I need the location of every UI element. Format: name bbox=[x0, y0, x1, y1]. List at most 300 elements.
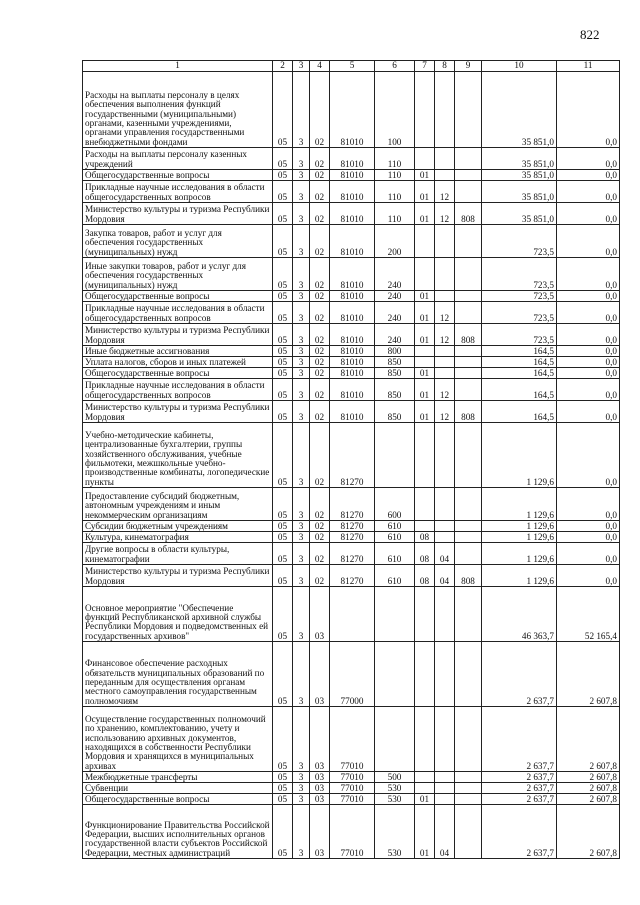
table-row bbox=[83, 521, 620, 532]
row-cell-col3: 3 bbox=[293, 302, 310, 324]
row-cell-col6: 850 bbox=[375, 368, 415, 379]
row-cell-col5: 81010 bbox=[330, 170, 375, 181]
table-row bbox=[83, 488, 620, 521]
row-cell-col11: 0,0 bbox=[557, 291, 620, 302]
row-cell-col3: 3 bbox=[293, 72, 310, 148]
row-cell-col5: 77010 bbox=[330, 805, 375, 859]
row-cell-col3: 3 bbox=[293, 357, 310, 368]
row-cell-col3: 3 bbox=[293, 794, 310, 805]
row-cell-col6: 240 bbox=[375, 324, 415, 346]
row-cell-col5: 81010 bbox=[330, 368, 375, 379]
row-cell-col11: 52 165,4 bbox=[557, 587, 620, 642]
row-cell-col8 bbox=[435, 772, 455, 783]
row-cell-col2: 05 bbox=[273, 357, 293, 368]
row-cell-col8 bbox=[435, 642, 455, 707]
table-row bbox=[83, 346, 620, 357]
row-cell-col4: 02 bbox=[310, 72, 330, 148]
row-cell-col3: 3 bbox=[293, 805, 310, 859]
row-cell-col7 bbox=[415, 772, 435, 783]
row-cell-col6: 200 bbox=[375, 225, 415, 258]
table-row bbox=[83, 324, 620, 346]
row-cell-col6: 800 bbox=[375, 346, 415, 357]
row-cell-col3: 3 bbox=[293, 225, 310, 258]
row-cell-col9 bbox=[455, 543, 482, 565]
column-header-7: 7 bbox=[415, 61, 435, 72]
page-number: 822 bbox=[580, 27, 600, 42]
row-cell-col10: 2 637,7 bbox=[482, 805, 557, 859]
table-row bbox=[83, 532, 620, 543]
row-cell-col2: 05 bbox=[273, 170, 293, 181]
row-name-cell: Общегосударственные вопросы bbox=[83, 170, 273, 181]
row-name-cell: Общегосударственные вопросы bbox=[83, 794, 273, 805]
row-cell-col4: 02 bbox=[310, 346, 330, 357]
row-cell-col11: 2 607,8 bbox=[557, 772, 620, 783]
row-cell-col11: 0,0 bbox=[557, 532, 620, 543]
row-name-cell: Другие вопросы в области культуры, кинематографии bbox=[83, 543, 273, 565]
row-cell-col7: 01 bbox=[415, 368, 435, 379]
row-cell-col10: 35 851,0 bbox=[482, 181, 557, 203]
header-row bbox=[83, 61, 620, 72]
row-cell-col3: 3 bbox=[293, 587, 310, 642]
row-cell-col6: 600 bbox=[375, 488, 415, 521]
row-cell-col11: 0,0 bbox=[557, 357, 620, 368]
row-cell-col6: 100 bbox=[375, 72, 415, 148]
row-cell-col9 bbox=[455, 423, 482, 488]
row-cell-col7: 01 bbox=[415, 181, 435, 203]
row-name-cell: Общегосударственные вопросы bbox=[83, 368, 273, 379]
row-cell-col9 bbox=[455, 488, 482, 521]
row-cell-col5: 81010 bbox=[330, 346, 375, 357]
row-cell-col5: 81010 bbox=[330, 379, 375, 401]
row-cell-col5: 81010 bbox=[330, 401, 375, 423]
row-cell-col3: 3 bbox=[293, 488, 310, 521]
row-cell-col4: 02 bbox=[310, 521, 330, 532]
row-name-cell: Предоставление субсидий бюджетным, автономным учреждениям и иным некоммерческим организациям bbox=[83, 488, 273, 521]
row-name-cell: Прикладные научные исследования в области общегосударственных вопросов bbox=[83, 379, 273, 401]
row-cell-col5: 81010 bbox=[330, 203, 375, 225]
row-cell-col4: 03 bbox=[310, 805, 330, 859]
row-cell-col6: 240 bbox=[375, 291, 415, 302]
row-cell-col10: 1 129,6 bbox=[482, 565, 557, 587]
row-cell-col3: 3 bbox=[293, 203, 310, 225]
row-cell-col7 bbox=[415, 346, 435, 357]
row-cell-col10: 164,5 bbox=[482, 346, 557, 357]
row-cell-col8 bbox=[435, 357, 455, 368]
row-cell-col5: 77010 bbox=[330, 794, 375, 805]
table-row bbox=[83, 805, 620, 859]
row-cell-col10: 2 637,7 bbox=[482, 642, 557, 707]
table-row bbox=[83, 170, 620, 181]
row-cell-col10: 1 129,6 bbox=[482, 532, 557, 543]
row-name-cell: Министерство культуры и туризма Республики Мордовия bbox=[83, 401, 273, 423]
table-row bbox=[83, 543, 620, 565]
row-cell-col6: 610 bbox=[375, 543, 415, 565]
row-cell-col4: 03 bbox=[310, 642, 330, 707]
row-cell-col5: 81010 bbox=[330, 181, 375, 203]
row-cell-col2: 05 bbox=[273, 401, 293, 423]
row-cell-col10: 2 637,7 bbox=[482, 707, 557, 772]
row-name-cell: Иные бюджетные ассигнования bbox=[83, 346, 273, 357]
row-cell-col4: 02 bbox=[310, 357, 330, 368]
row-name-cell: Учебно-методические кабинеты, централизованные бухгалтерии, группы хозяйственного обслуживания, учебные фильмотеки, межшкольные учебно-производственные комбинаты, логопедические пункты bbox=[83, 423, 273, 488]
row-cell-col3: 3 bbox=[293, 291, 310, 302]
row-cell-col11: 0,0 bbox=[557, 488, 620, 521]
row-cell-col11: 0,0 bbox=[557, 346, 620, 357]
row-cell-col7 bbox=[415, 148, 435, 170]
row-cell-col5: 81270 bbox=[330, 488, 375, 521]
row-cell-col9 bbox=[455, 181, 482, 203]
row-cell-col9 bbox=[455, 72, 482, 148]
row-cell-col7 bbox=[415, 357, 435, 368]
row-cell-col4: 03 bbox=[310, 794, 330, 805]
row-cell-col7: 08 bbox=[415, 532, 435, 543]
row-cell-col2: 05 bbox=[273, 772, 293, 783]
row-cell-col9: 808 bbox=[455, 203, 482, 225]
row-cell-col10: 46 363,7 bbox=[482, 587, 557, 642]
row-cell-col11: 0,0 bbox=[557, 203, 620, 225]
row-cell-col8: 04 bbox=[435, 565, 455, 587]
row-cell-col6: 110 bbox=[375, 181, 415, 203]
row-cell-col2: 05 bbox=[273, 324, 293, 346]
row-cell-col7 bbox=[415, 783, 435, 794]
row-cell-col3: 3 bbox=[293, 521, 310, 532]
row-cell-col8: 12 bbox=[435, 379, 455, 401]
row-cell-col9: 808 bbox=[455, 324, 482, 346]
row-cell-col4: 02 bbox=[310, 532, 330, 543]
row-cell-col10: 2 637,7 bbox=[482, 772, 557, 783]
row-cell-col8: 12 bbox=[435, 401, 455, 423]
row-cell-col4: 02 bbox=[310, 291, 330, 302]
table-row bbox=[83, 772, 620, 783]
row-cell-col10: 164,5 bbox=[482, 357, 557, 368]
row-cell-col2: 05 bbox=[273, 379, 293, 401]
row-cell-col4: 03 bbox=[310, 587, 330, 642]
row-cell-col9 bbox=[455, 805, 482, 859]
row-name-cell: Министерство культуры и туризма Республики Мордовия bbox=[83, 203, 273, 225]
column-header-5: 5 bbox=[330, 61, 375, 72]
row-cell-col6: 850 bbox=[375, 379, 415, 401]
row-cell-col8 bbox=[435, 783, 455, 794]
row-cell-col9 bbox=[455, 794, 482, 805]
row-cell-col7 bbox=[415, 72, 435, 148]
row-cell-col4: 02 bbox=[310, 368, 330, 379]
row-cell-col4: 02 bbox=[310, 423, 330, 488]
row-cell-col3: 3 bbox=[293, 181, 310, 203]
row-name-cell: Основное мероприятие "Обеспечение функций Республиканской архивной службы Республики Мордовия и подведомственных ей государственных архивов" bbox=[83, 587, 273, 642]
row-cell-col8: 12 bbox=[435, 203, 455, 225]
row-cell-col8: 12 bbox=[435, 181, 455, 203]
row-cell-col2: 05 bbox=[273, 543, 293, 565]
row-cell-col9 bbox=[455, 148, 482, 170]
row-cell-col7: 01 bbox=[415, 805, 435, 859]
row-cell-col11: 0,0 bbox=[557, 543, 620, 565]
row-cell-col7 bbox=[415, 642, 435, 707]
row-name-cell: Иные закупки товаров, работ и услуг для обеспечения государственных (муниципальных) нужд bbox=[83, 258, 273, 291]
row-cell-col8 bbox=[435, 532, 455, 543]
row-cell-col4: 02 bbox=[310, 401, 330, 423]
table-row bbox=[83, 302, 620, 324]
row-cell-col8 bbox=[435, 225, 455, 258]
row-cell-col8: 12 bbox=[435, 302, 455, 324]
table-row bbox=[83, 794, 620, 805]
column-header-6: 6 bbox=[375, 61, 415, 72]
row-cell-col5: 81010 bbox=[330, 302, 375, 324]
row-cell-col2: 05 bbox=[273, 148, 293, 170]
table-row bbox=[83, 783, 620, 794]
row-cell-col6: 110 bbox=[375, 170, 415, 181]
row-cell-col5: 81010 bbox=[330, 324, 375, 346]
table-row bbox=[83, 291, 620, 302]
row-name-cell: Расходы на выплаты персоналу в целях обеспечения выполнения функций государственными (муниципальными) органами, казенными учреждениями, органами управления государственными внебюджетными фондами bbox=[83, 72, 273, 148]
row-cell-col3: 3 bbox=[293, 148, 310, 170]
row-cell-col10: 164,5 bbox=[482, 368, 557, 379]
row-cell-col11: 0,0 bbox=[557, 368, 620, 379]
row-name-cell: Министерство культуры и туризма Республики Мордовия bbox=[83, 324, 273, 346]
row-cell-col3: 3 bbox=[293, 423, 310, 488]
row-cell-col5: 77010 bbox=[330, 783, 375, 794]
row-cell-col7: 01 bbox=[415, 291, 435, 302]
row-cell-col5: 81010 bbox=[330, 148, 375, 170]
row-cell-col9 bbox=[455, 225, 482, 258]
row-cell-col2: 05 bbox=[273, 291, 293, 302]
row-cell-col11: 0,0 bbox=[557, 379, 620, 401]
row-cell-col10: 723,5 bbox=[482, 225, 557, 258]
row-cell-col5 bbox=[330, 587, 375, 642]
row-cell-col6: 610 bbox=[375, 521, 415, 532]
row-cell-col5: 81010 bbox=[330, 72, 375, 148]
row-cell-col3: 3 bbox=[293, 170, 310, 181]
row-cell-col10: 723,5 bbox=[482, 302, 557, 324]
row-cell-col8 bbox=[435, 368, 455, 379]
row-cell-col3: 3 bbox=[293, 565, 310, 587]
row-cell-col8: 04 bbox=[435, 543, 455, 565]
row-cell-col9 bbox=[455, 357, 482, 368]
table-row bbox=[83, 423, 620, 488]
row-cell-col7: 01 bbox=[415, 203, 435, 225]
row-cell-col10: 1 129,6 bbox=[482, 488, 557, 521]
row-cell-col5: 81010 bbox=[330, 225, 375, 258]
row-cell-col5: 81270 bbox=[330, 423, 375, 488]
row-cell-col11: 0,0 bbox=[557, 72, 620, 148]
row-name-cell: Финансовое обеспечение расходных обязательств муниципальных образований по переданным для осуществления органам местного самоуправления государственным полномочиям bbox=[83, 642, 273, 707]
row-cell-col2: 05 bbox=[273, 423, 293, 488]
row-cell-col4: 02 bbox=[310, 258, 330, 291]
row-cell-col4: 02 bbox=[310, 148, 330, 170]
row-cell-col9: 808 bbox=[455, 565, 482, 587]
row-cell-col5: 77010 bbox=[330, 772, 375, 783]
table-row bbox=[83, 225, 620, 258]
row-cell-col7 bbox=[415, 521, 435, 532]
row-cell-col9 bbox=[455, 532, 482, 543]
row-cell-col6 bbox=[375, 423, 415, 488]
row-cell-col10: 164,5 bbox=[482, 401, 557, 423]
row-cell-col3: 3 bbox=[293, 258, 310, 291]
row-cell-col6: 240 bbox=[375, 302, 415, 324]
column-header-10: 10 bbox=[482, 61, 557, 72]
row-cell-col7: 01 bbox=[415, 302, 435, 324]
row-cell-col9 bbox=[455, 170, 482, 181]
row-cell-col2: 05 bbox=[273, 302, 293, 324]
column-header-9: 9 bbox=[455, 61, 482, 72]
row-cell-col4: 02 bbox=[310, 302, 330, 324]
row-cell-col5: 81270 bbox=[330, 521, 375, 532]
row-cell-col8: 12 bbox=[435, 324, 455, 346]
row-cell-col10: 1 129,6 bbox=[482, 423, 557, 488]
row-cell-col3: 3 bbox=[293, 324, 310, 346]
row-cell-col6: 850 bbox=[375, 357, 415, 368]
row-cell-col9: 808 bbox=[455, 401, 482, 423]
row-cell-col6: 500 bbox=[375, 772, 415, 783]
table-row bbox=[83, 642, 620, 707]
row-cell-col9 bbox=[455, 302, 482, 324]
row-cell-col11: 0,0 bbox=[557, 401, 620, 423]
row-cell-col2: 05 bbox=[273, 181, 293, 203]
row-cell-col8 bbox=[435, 521, 455, 532]
row-cell-col4: 02 bbox=[310, 379, 330, 401]
row-cell-col2: 05 bbox=[273, 521, 293, 532]
row-cell-col8 bbox=[435, 488, 455, 521]
row-cell-col10: 35 851,0 bbox=[482, 170, 557, 181]
row-cell-col10: 1 129,6 bbox=[482, 521, 557, 532]
row-cell-col6: 610 bbox=[375, 532, 415, 543]
row-cell-col4: 03 bbox=[310, 772, 330, 783]
row-cell-col2: 05 bbox=[273, 642, 293, 707]
row-cell-col5: 77010 bbox=[330, 707, 375, 772]
row-cell-col9 bbox=[455, 707, 482, 772]
row-cell-col7: 08 bbox=[415, 543, 435, 565]
row-cell-col2: 05 bbox=[273, 368, 293, 379]
table-row bbox=[83, 707, 620, 772]
row-cell-col3: 3 bbox=[293, 543, 310, 565]
row-name-cell: Закупка товаров, работ и услуг для обеспечения государственных (муниципальных) нужд bbox=[83, 225, 273, 258]
table-row bbox=[83, 258, 620, 291]
row-cell-col9 bbox=[455, 379, 482, 401]
row-cell-col2: 05 bbox=[273, 707, 293, 772]
row-cell-col7 bbox=[415, 423, 435, 488]
row-cell-col5: 81010 bbox=[330, 357, 375, 368]
row-cell-col2: 05 bbox=[273, 565, 293, 587]
row-name-cell: Прикладные научные исследования в области общегосударственных вопросов bbox=[83, 181, 273, 203]
row-cell-col9 bbox=[455, 346, 482, 357]
row-name-cell: Осуществление государственных полномочий по хранению, комплектованию, учету и использованию архивных документов, находящихся в собственности Республики Мордовия и хранящихся в муниципальных архивах bbox=[83, 707, 273, 772]
row-cell-col4: 02 bbox=[310, 170, 330, 181]
row-cell-col3: 3 bbox=[293, 772, 310, 783]
row-cell-col11: 2 607,8 bbox=[557, 805, 620, 859]
row-cell-col2: 05 bbox=[273, 225, 293, 258]
row-cell-col11: 0,0 bbox=[557, 302, 620, 324]
budget-table bbox=[82, 60, 620, 859]
row-cell-col10: 1 129,6 bbox=[482, 543, 557, 565]
row-cell-col11: 0,0 bbox=[557, 565, 620, 587]
column-header-8: 8 bbox=[435, 61, 455, 72]
row-cell-col4: 02 bbox=[310, 488, 330, 521]
row-cell-col2: 05 bbox=[273, 794, 293, 805]
row-cell-col10: 723,5 bbox=[482, 291, 557, 302]
row-name-cell: Расходы на выплаты персоналу казенных учреждений bbox=[83, 148, 273, 170]
row-cell-col11: 0,0 bbox=[557, 521, 620, 532]
row-cell-col9 bbox=[455, 772, 482, 783]
row-cell-col2: 05 bbox=[273, 587, 293, 642]
row-name-cell: Субвенции bbox=[83, 783, 273, 794]
row-cell-col7 bbox=[415, 258, 435, 291]
row-name-cell: Министерство культуры и туризма Республики Мордовия bbox=[83, 565, 273, 587]
table-row bbox=[83, 148, 620, 170]
row-cell-col3: 3 bbox=[293, 346, 310, 357]
row-cell-col6: 110 bbox=[375, 148, 415, 170]
row-cell-col8 bbox=[435, 346, 455, 357]
row-cell-col7: 01 bbox=[415, 379, 435, 401]
row-cell-col9 bbox=[455, 783, 482, 794]
row-cell-col11: 0,0 bbox=[557, 225, 620, 258]
row-cell-col11: 2 607,8 bbox=[557, 794, 620, 805]
table-row bbox=[83, 72, 620, 148]
row-cell-col8 bbox=[435, 587, 455, 642]
row-name-cell: Межбюджетные трансферты bbox=[83, 772, 273, 783]
row-cell-col5: 81270 bbox=[330, 565, 375, 587]
row-cell-col7 bbox=[415, 488, 435, 521]
row-cell-col7 bbox=[415, 587, 435, 642]
row-cell-col8 bbox=[435, 707, 455, 772]
row-cell-col7: 08 bbox=[415, 565, 435, 587]
row-name-cell: Прикладные научные исследования в области общегосударственных вопросов bbox=[83, 302, 273, 324]
table-row bbox=[83, 379, 620, 401]
row-cell-col2: 05 bbox=[273, 488, 293, 521]
row-cell-col4: 03 bbox=[310, 707, 330, 772]
row-cell-col5: 81270 bbox=[330, 543, 375, 565]
row-cell-col7: 01 bbox=[415, 324, 435, 346]
row-cell-col8: 04 bbox=[435, 805, 455, 859]
table-row bbox=[83, 357, 620, 368]
row-cell-col11: 2 607,8 bbox=[557, 783, 620, 794]
row-cell-col4: 02 bbox=[310, 181, 330, 203]
row-cell-col8 bbox=[435, 794, 455, 805]
row-cell-col3: 3 bbox=[293, 401, 310, 423]
row-cell-col11: 0,0 bbox=[557, 148, 620, 170]
row-cell-col11: 0,0 bbox=[557, 324, 620, 346]
row-cell-col10: 35 851,0 bbox=[482, 203, 557, 225]
row-cell-col9 bbox=[455, 258, 482, 291]
column-header-4: 4 bbox=[310, 61, 330, 72]
row-cell-col10: 2 637,7 bbox=[482, 794, 557, 805]
row-cell-col2: 05 bbox=[273, 346, 293, 357]
row-cell-col11: 0,0 bbox=[557, 170, 620, 181]
row-cell-col7: 01 bbox=[415, 401, 435, 423]
row-cell-col5: 81010 bbox=[330, 258, 375, 291]
row-cell-col9 bbox=[455, 521, 482, 532]
row-cell-col10: 723,5 bbox=[482, 258, 557, 291]
row-name-cell: Уплата налогов, сборов и иных платежей bbox=[83, 357, 273, 368]
row-cell-col10: 35 851,0 bbox=[482, 72, 557, 148]
row-cell-col6: 530 bbox=[375, 805, 415, 859]
row-cell-col6: 530 bbox=[375, 783, 415, 794]
row-name-cell: Субсидии бюджетным учреждениям bbox=[83, 521, 273, 532]
row-cell-col6: 240 bbox=[375, 258, 415, 291]
row-cell-col4: 02 bbox=[310, 324, 330, 346]
row-cell-col11: 2 607,8 bbox=[557, 707, 620, 772]
row-name-cell: Общегосударственные вопросы bbox=[83, 291, 273, 302]
row-cell-col9 bbox=[455, 368, 482, 379]
row-cell-col3: 3 bbox=[293, 783, 310, 794]
row-cell-col6 bbox=[375, 642, 415, 707]
row-cell-col10: 723,5 bbox=[482, 324, 557, 346]
row-cell-col5: 81270 bbox=[330, 532, 375, 543]
row-cell-col10: 164,5 bbox=[482, 379, 557, 401]
row-cell-col3: 3 bbox=[293, 379, 310, 401]
row-cell-col7 bbox=[415, 225, 435, 258]
row-cell-col7 bbox=[415, 707, 435, 772]
row-cell-col5: 77000 bbox=[330, 642, 375, 707]
column-header-2: 2 bbox=[273, 61, 293, 72]
